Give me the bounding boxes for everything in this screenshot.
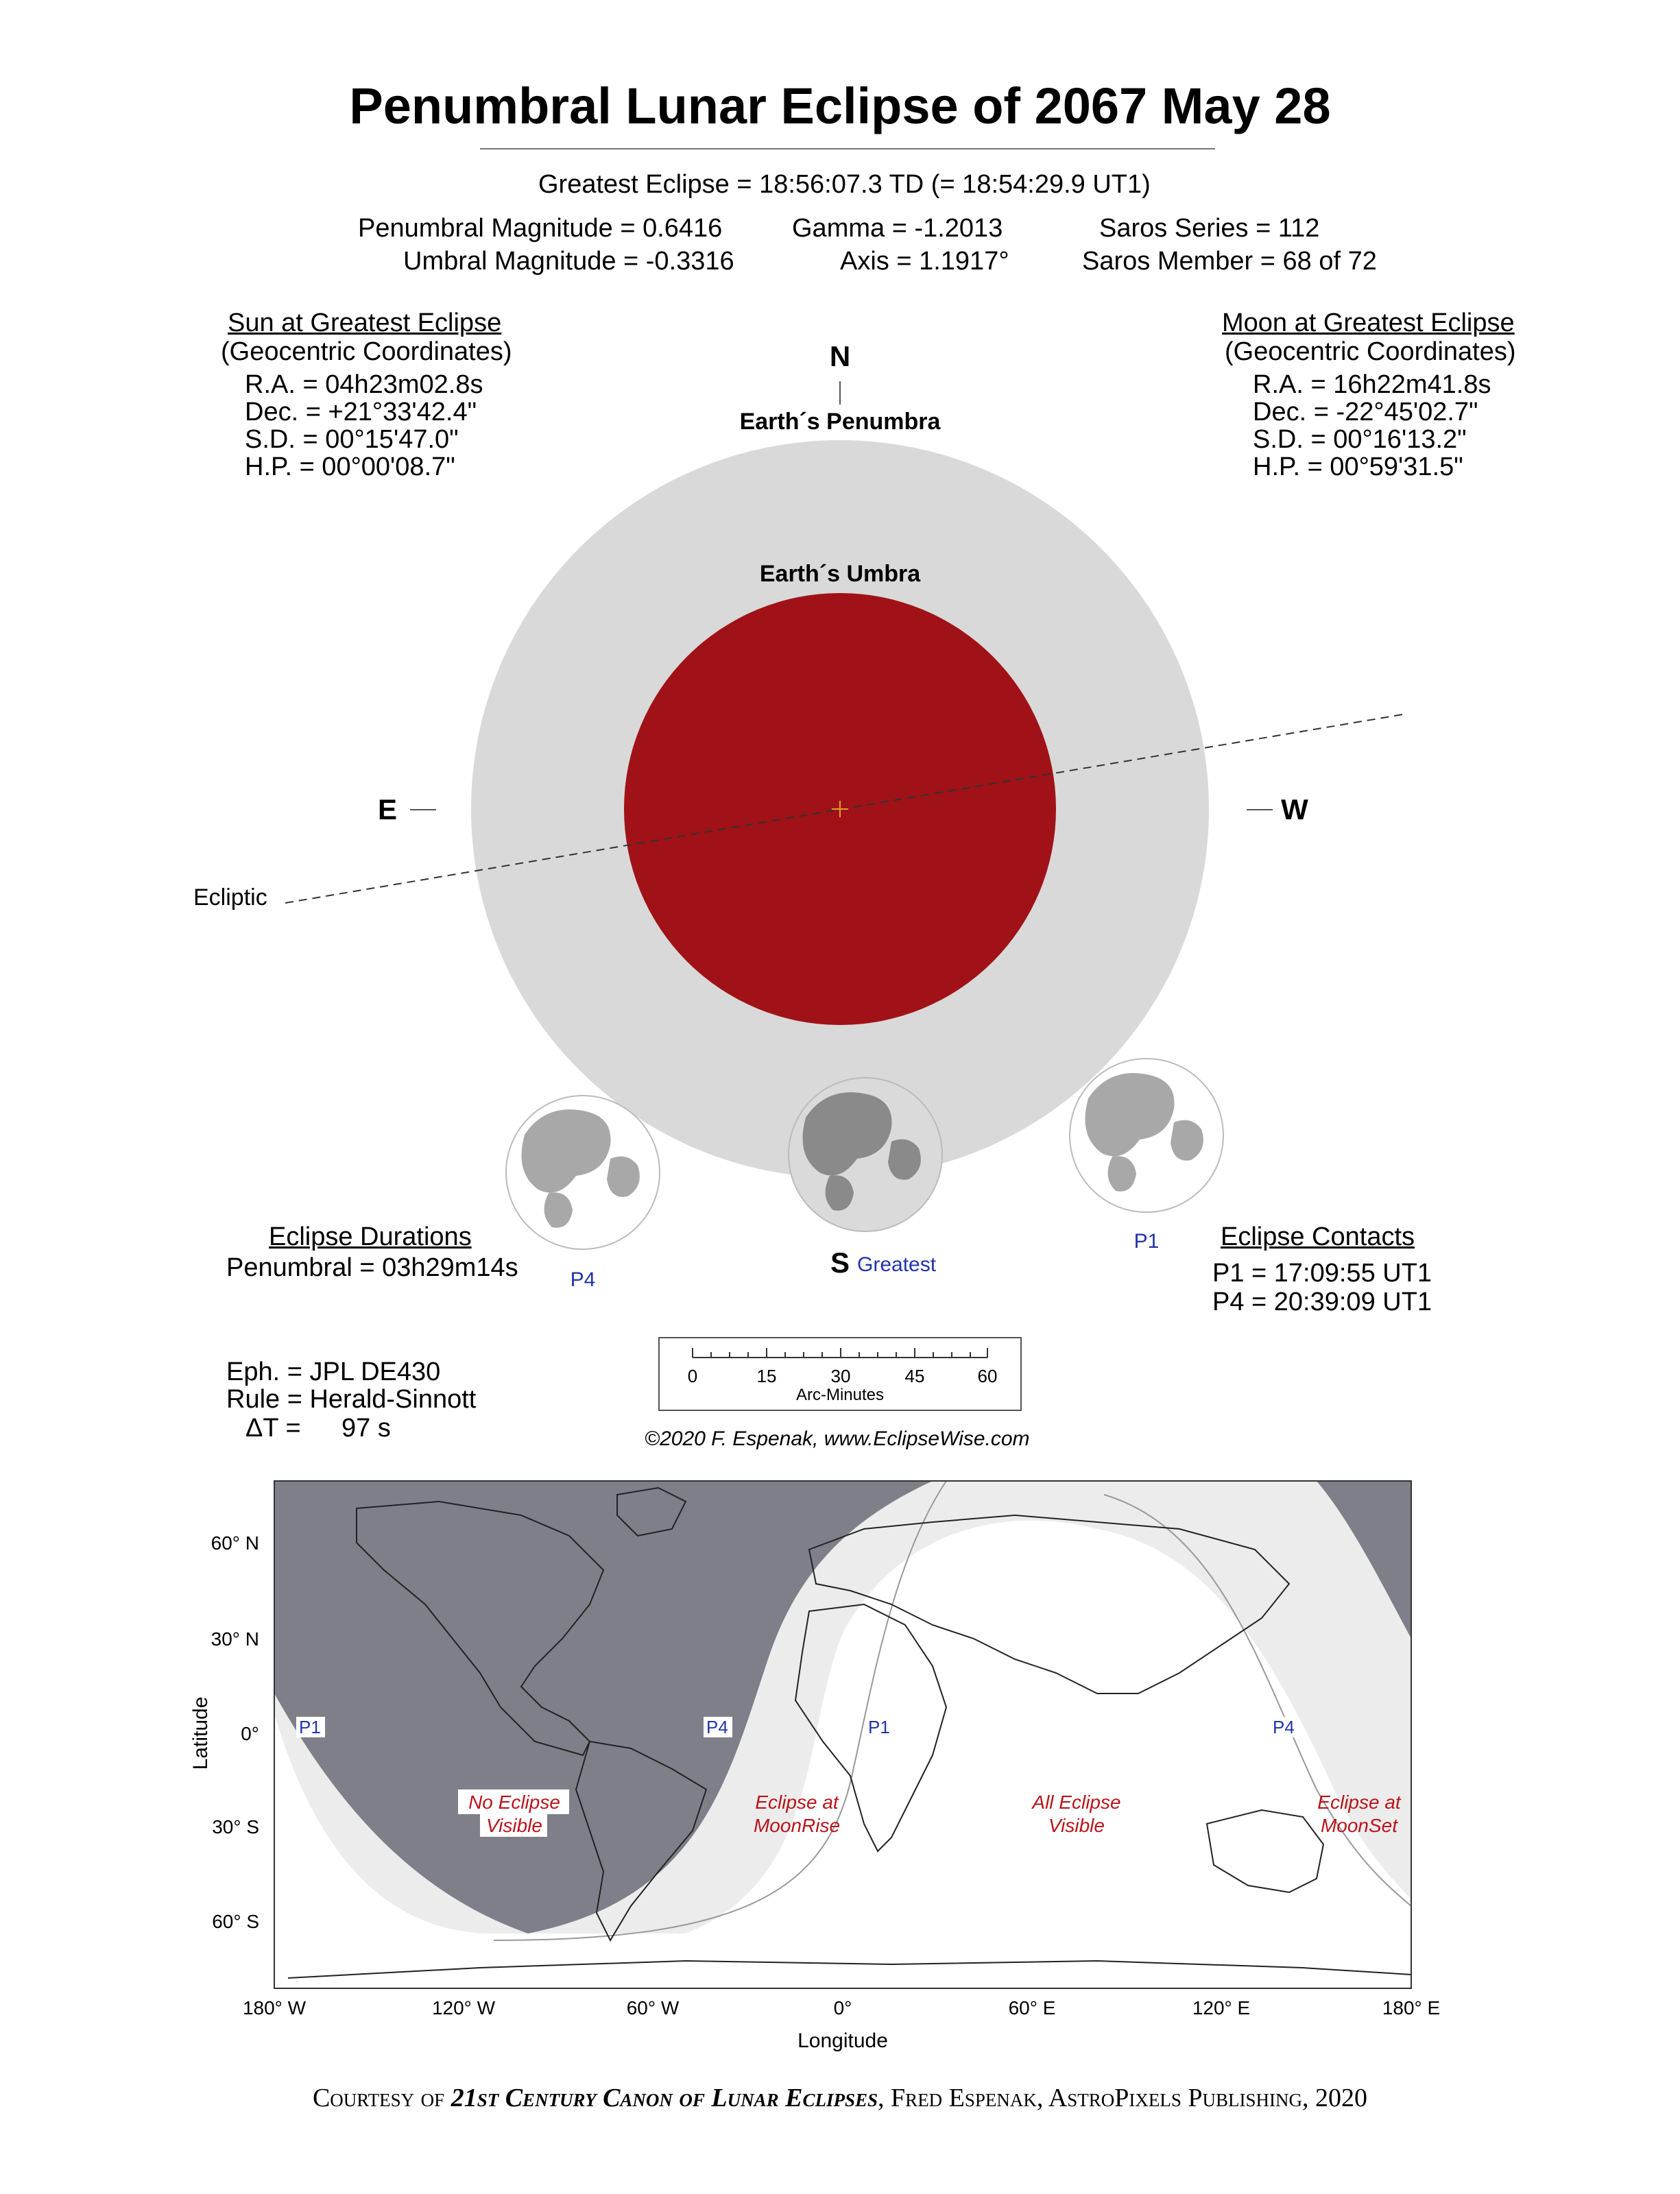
credit: ©2020 F. Espenak, www.EclipseWise.com xyxy=(645,1427,1030,1450)
ephemeris: Eph. = JPL DE430 xyxy=(226,1358,441,1386)
footer-credit xyxy=(0,2083,1680,2113)
durations-heading: Eclipse Durations xyxy=(269,1222,472,1251)
lat-60s: 60° S xyxy=(212,1911,259,1932)
region-moonset-1: Eclipse at xyxy=(1317,1792,1401,1813)
lon-120w: 120° W xyxy=(431,1997,496,2018)
south-label: S xyxy=(830,1246,850,1279)
penumbral-magnitude: Penumbral Magnitude = 0.6416 xyxy=(358,214,723,243)
region-moonset-2: MoonSet xyxy=(1320,1815,1398,1836)
moon-heading: Moon at Greatest Eclipse xyxy=(1222,309,1515,337)
gamma: Gamma = -1.2013 xyxy=(792,214,1003,243)
region-all-1: All Eclipse xyxy=(1032,1792,1121,1813)
saros-member: Saros Member = 68 of 72 xyxy=(1082,247,1377,276)
moon-subheading: (Geocentric Coordinates) xyxy=(1225,337,1516,366)
saros-series: Saros Series = 112 xyxy=(1099,214,1320,243)
scale-tick-0: 0 xyxy=(687,1366,698,1386)
greatest-eclipse: Greatest Eclipse = 18:56:07.3 TD (= 18:54:29.9 UT1) xyxy=(538,170,1151,199)
p4-label: P4 xyxy=(570,1268,596,1291)
eclipse-diagram xyxy=(0,302,1680,1303)
lat-axis-label: Latitude xyxy=(189,1696,212,1770)
scale-bar xyxy=(658,1337,1022,1411)
page-title: Penumbral Lunar Eclipse of 2067 May 28 xyxy=(349,77,1331,134)
contacts-heading: Eclipse Contacts xyxy=(1221,1222,1415,1251)
sun-subheading: (Geocentric Coordinates) xyxy=(221,337,512,366)
penumbra-label: Earth´s Penumbra xyxy=(739,409,941,435)
moon-p4 xyxy=(506,1096,660,1249)
lon-60w: 60° W xyxy=(626,1997,680,2018)
lat-30s: 30° S xyxy=(212,1816,259,1837)
region-moonrise-2: MoonRise xyxy=(753,1815,841,1836)
map-marker-p1-east: P1 xyxy=(868,1717,890,1737)
lat-30n: 30° N xyxy=(211,1628,259,1650)
sun-heading: Sun at Greatest Eclipse xyxy=(228,309,502,337)
scale-label: Arc-Minutes xyxy=(795,1386,885,1404)
lon-0: 0° xyxy=(833,1997,852,2018)
sun-hp: H.P. = 00°00'08.7" xyxy=(245,453,455,481)
sun-dec: Dec. = +21°33'42.4" xyxy=(245,398,477,426)
lon-120e: 120° E xyxy=(1192,1997,1251,2018)
map-marker-p1-west: P1 xyxy=(299,1717,321,1737)
region-all-2: Visible xyxy=(1048,1815,1105,1836)
moon-ra: R.A. = 16h22m41.8s xyxy=(1253,370,1491,399)
scale-tick-15: 15 xyxy=(756,1366,777,1386)
moon-sd: S.D. = 00°16'13.2" xyxy=(1253,425,1467,454)
delta-t-label: ΔT = xyxy=(245,1414,301,1443)
contact-p1: P1 = 17:09:55 UT1 xyxy=(1212,1259,1432,1288)
scale-tick-30: 30 xyxy=(830,1366,851,1386)
lat-60n: 60° N xyxy=(211,1532,259,1554)
sun-sd: S.D. = 00°15'47.0" xyxy=(245,425,459,454)
east-label: E xyxy=(377,793,398,825)
footer-pre: Courtesy of xyxy=(312,2084,451,2112)
west-label: W xyxy=(1281,793,1308,825)
penumbral-duration: Penumbral = 03h29m14s xyxy=(226,1253,518,1282)
moon-dec: Dec. = -22°45'02.7" xyxy=(1253,398,1478,426)
region-no-eclipse-2: Visible xyxy=(486,1815,542,1836)
lon-axis-label: Longitude xyxy=(797,2029,888,2052)
title-rule xyxy=(480,148,1215,149)
rule: Rule = Herald-Sinnott xyxy=(226,1385,477,1414)
axis: Axis = 1.1917° xyxy=(840,247,1009,276)
lon-60e: 60° E xyxy=(1008,1997,1056,2018)
footer-book: 21st Century Canon of Lunar Eclipses xyxy=(451,2084,878,2112)
scale-tick-45: 45 xyxy=(904,1366,925,1386)
lon-180e: 180° E xyxy=(1382,1997,1441,2018)
moon-greatest xyxy=(789,1078,942,1231)
footer-post: , Fred Espenak, AstroPixels Publishing, 2020 xyxy=(878,2084,1368,2112)
scale-tick-60: 60 xyxy=(977,1366,998,1386)
p1-label: P1 xyxy=(1133,1230,1160,1253)
sun-ra: R.A. = 04h23m02.8s xyxy=(245,370,483,399)
lon-180w: 180° W xyxy=(242,1997,307,2018)
visibility-map xyxy=(0,1467,1680,2071)
region-moonrise-1: Eclipse at xyxy=(755,1792,839,1813)
north-label: N xyxy=(829,340,851,372)
region-no-eclipse-1: No Eclipse xyxy=(468,1792,560,1813)
contact-p4: P4 = 20:39:09 UT1 xyxy=(1212,1288,1432,1316)
moon-p1 xyxy=(1070,1059,1223,1212)
map-marker-p4-east: P4 xyxy=(1273,1717,1295,1737)
umbra-label: Earth´s Umbra xyxy=(759,561,921,587)
greatest-label: Greatest xyxy=(857,1253,937,1276)
ecliptic-label: Ecliptic xyxy=(193,884,267,911)
moon-hp: H.P. = 00°59'31.5" xyxy=(1253,453,1463,481)
delta-t-value: 97 s xyxy=(341,1414,391,1443)
map-marker-p4-west: P4 xyxy=(706,1717,728,1737)
umbral-magnitude: Umbral Magnitude = -0.3316 xyxy=(403,247,734,276)
lat-0: 0° xyxy=(241,1723,259,1744)
